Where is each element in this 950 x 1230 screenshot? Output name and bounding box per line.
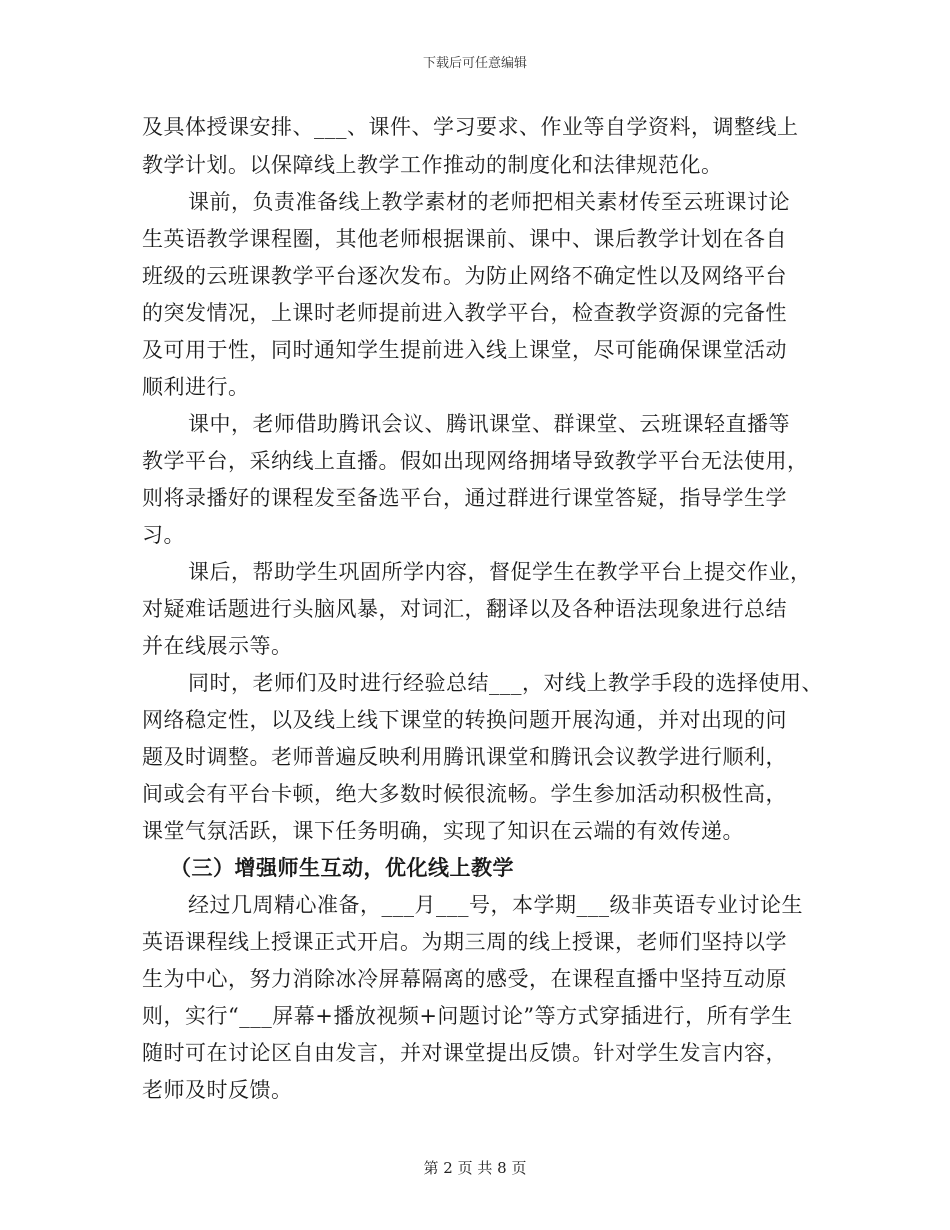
paragraph-first-line: 经过几周精心准备，___月___号，本学期___级非英语专业讨论生	[188, 893, 803, 917]
page-footer: 第 2 页 共 8 页	[423, 1159, 527, 1177]
text-line: 老师及时反馈。	[142, 1078, 293, 1102]
text-line: 并在线展示等。	[142, 634, 293, 658]
text-line: 教学平台，采纳线上直播。假如出现网络拥堵导致教学平台无法使用，	[142, 449, 809, 473]
text-line: 生英语教学课程圈，其他老师根据课前、课中、课后教学计划在各自	[142, 227, 787, 251]
text-line: 及可用于性，同时通知学生提前进入线上课堂，尽可能确保课堂活动	[142, 338, 787, 362]
text-line: 随时可在讨论区自由发言，并对课堂提出反馈。针对学生发言内容，	[142, 1041, 787, 1065]
text-line: 则，实行“___屏幕+播放视频+问题讨论”等方式穿插进行，所有学生	[142, 1004, 793, 1028]
text-line: 顺利进行。	[142, 375, 250, 399]
paragraph-first-line: 课中，老师借助腾讯会议、腾讯课堂、群课堂、云班课轻直播等	[188, 412, 790, 436]
text-line: 题及时调整。老师普遍反映利用腾讯课堂和腾讯会议教学进行顺利，	[142, 745, 787, 769]
text-line: 的突发情况，上课时老师提前进入教学平台，检查教学资源的完备性	[142, 301, 787, 325]
section-heading: （三）增强师生互动，优化线上教学	[170, 855, 514, 880]
text-line: 间或会有平台卡顿，绝大多数时候很流畅。学生参加活动积极性高，	[142, 782, 787, 806]
text-line: 英语课程线上授课正式开启。为期三周的线上授课，老师们坚持以学	[142, 930, 787, 954]
text-line: 习。	[142, 523, 185, 547]
paragraph-first-line: 课前，负责准备线上教学素材的老师把相关素材传至云班课讨论	[188, 190, 790, 214]
text-line: 班级的云班课教学平台逐次发布。为防止网络不确定性以及网络平台	[142, 264, 787, 288]
text-line: 对疑难话题进行头脑风暴，对词汇，翻译以及各种语法现象进行总结	[142, 597, 787, 621]
text-line: 课堂气氛活跃，课下任务明确，实现了知识在云端的有效传递。	[142, 819, 744, 843]
paragraph-first-line: 同时，老师们及时进行经验总结___，对线上教学手段的选择使用、	[188, 671, 823, 695]
text-line: 及具体授课安排、___、课件、学习要求、作业等自学资料，调整线上	[142, 115, 799, 139]
page-header: 下载后可任意编辑	[422, 56, 527, 71]
text-line: 教学计划。以保障线上教学工作推动的制度化和法律规范化。	[142, 153, 723, 177]
paragraph-first-line: 课后，帮助学生巩固所学内容，督促学生在教学平台上提交作业，	[188, 560, 812, 584]
text-line: 则将录播好的课程发至备选平台，通过群进行课堂答疑，指导学生学	[142, 486, 787, 510]
text-line: 生为中心，努力消除冰冷屏幕隔离的感受，在课程直播中坚持互动原	[142, 967, 787, 991]
text-line: 网络稳定性，以及线上线下课堂的转换问题开展沟通，并对出现的问	[142, 708, 787, 732]
